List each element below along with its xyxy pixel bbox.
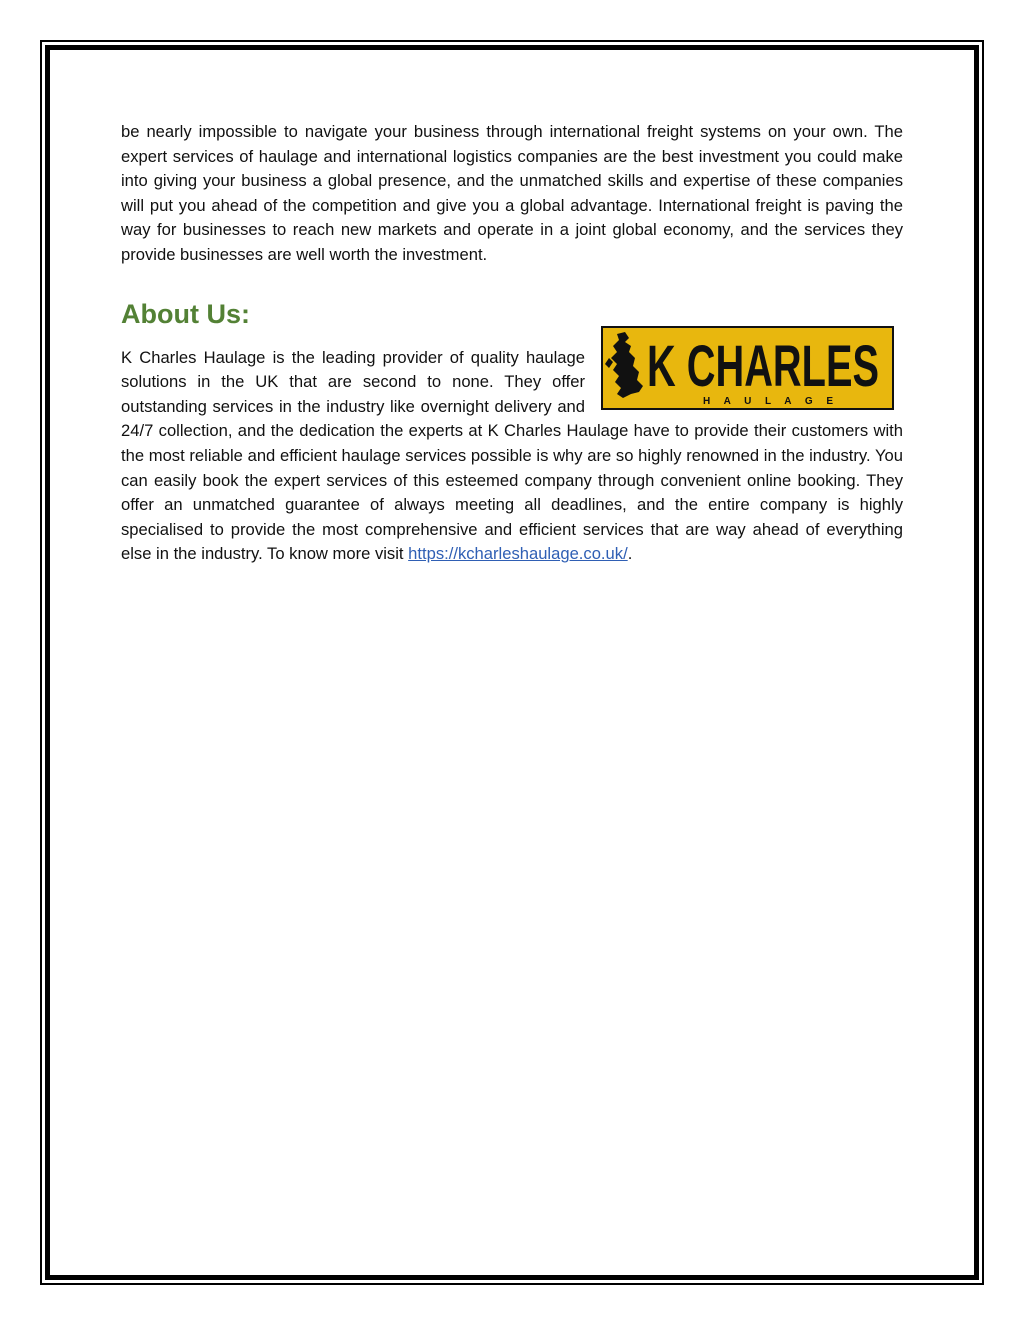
intro-paragraph: be nearly impossible to navigate your business through international freight systems on your own. The expert services of haulage and international logistics companies are the best investment you could make into giving your business a global presence, and the unmatched skills and expertise of these companies will put you ahead of the competition and give you a global advantage. International freight is paving the way for businesses to reach new markets and operate in a joint global economy, and the services they provide businesses are well worth the investment. — [121, 122, 903, 264]
about-section — [121, 333, 903, 567]
k-charles-haulage-logo — [601, 326, 894, 410]
about-trailing: . — [627, 544, 633, 564]
about-body: K Charles Haulage is the leading provider of quality haulage solutions in the UK that are second to none. They offer outstanding services in the industry like overnight delivery and 24/7 collection, and the dedication the experts at K Charles Haulage have to provide their customers with the most reliable and efficient haulage services possible is why are so highly renowned in the industry. You can easily book the expert services of this esteemed company through convenient online booking. They offer an unmatched guarantee of always meeting all deadlines, and the entire company is highly specialised to provide the most comprehensive and efficient services that are way ahead of everything else in the industry. To know more visit — [121, 347, 903, 564]
document-content — [121, 120, 903, 567]
uk-map-icon — [605, 332, 643, 398]
logo-wordmark: K CHARLES — [647, 333, 879, 399]
about-heading: About Us: — [121, 298, 250, 329]
logo-subtitle: H A U L A G E — [703, 395, 833, 407]
logo-graphic — [603, 328, 892, 408]
website-link[interactable]: https://kcharleshaulage.co.uk/ — [408, 544, 628, 564]
